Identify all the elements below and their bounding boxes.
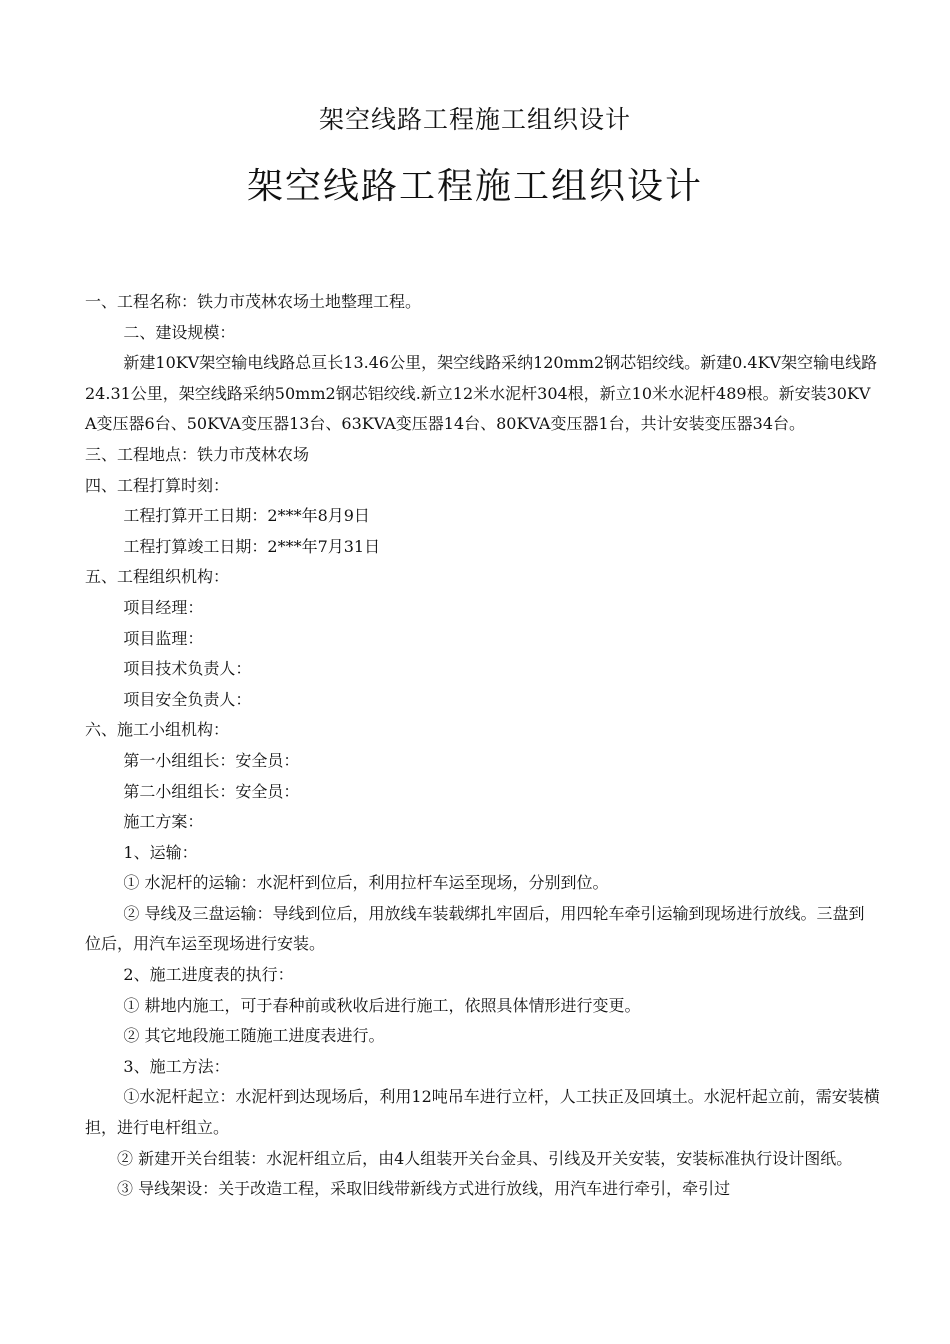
paragraph: 三、工程地点：铁力市茂林农场 [85,444,310,464]
paragraph: 1、运输： [123,842,198,862]
paragraph: 项目安全负责人： [123,689,252,709]
paragraph: 六、施工小组机构： [85,720,230,740]
paragraph: ① 耕地内施工，可于春种前或秋收后进行施工，依照具体情形进行变更。 [123,995,641,1015]
page-title: 架空线路工程施工组织设计 [246,166,703,207]
paragraph: 工程打算竣工日期：2***年7月31日 [123,536,381,556]
paragraph: ①水泥杆起立：水泥杆到达现场后，利用12吨吊车进行立杆，人工扶正及回填土。水泥杆起立前，需安装横担，进行电杆组立。 [85,1087,880,1138]
paragraph: 施工方案： [123,812,204,832]
paragraph: ① 水泥杆的运输：水泥杆到位后，利用拉杆车运至现场，分别到位。 [123,873,609,893]
paragraph: 四、工程打算时刻： [85,475,230,495]
paragraph: 第二小组组长：安全员： [123,781,300,801]
paragraph: 五、工程组织机构： [85,567,230,587]
paragraph: 3、施工方法： [123,1056,230,1076]
paragraph: 2、施工进度表的执行： [123,965,294,985]
header-title: 架空线路工程施工组织设计 [318,105,631,134]
paragraph: ② 导线及三盘运输：导线到位后，用放线车装载绑扎牢固后，用四轮车牵引运输到现场进行放线。三盘到位后，用汽车运至现场进行安装。 [85,903,865,954]
paragraph: ③ 导线架设：关于改造工程，采取旧线带新线方式进行放线，用汽车进行牵引，牵引过 [117,1179,731,1199]
paragraph: 项目技术负责人： [123,659,252,679]
paragraph: 项目经理： [123,597,204,617]
paragraph: ② 新建开关台组装：水泥杆组立后，由4人组装开关台金具、引线及开关安装，安装标准执行设计图纸。 [117,1148,853,1168]
paragraph: 项目监理： [123,628,204,648]
paragraph: ② 其它地段施工随施工进度表进行。 [123,1026,385,1046]
paragraph: 二、建设规模： [123,322,236,342]
paragraph: 第一小组组长：安全员： [123,750,300,770]
paragraph: 一、工程名称：铁力市茂林农场土地整理工程。 [85,292,422,311]
document-body [85,287,880,1205]
paragraph: 新建10KV架空输电线路总亘长13.46公里，架空线路采纳120mm2钢芯铝绞线。新建0.4KV架空输电线路24.31公里，架空线路采纳50mm2钢芯铝绞线.新立12米水泥杆304根，新立10米水泥杆489根。新安装30KVA变压器6台、50KVA变压器13台、63KVA变压器14台、80KVA变压器1台，共计安装变压器34台。 [85,353,878,434]
paragraph: 工程打算开工日期：2***年8月9日 [123,506,370,526]
